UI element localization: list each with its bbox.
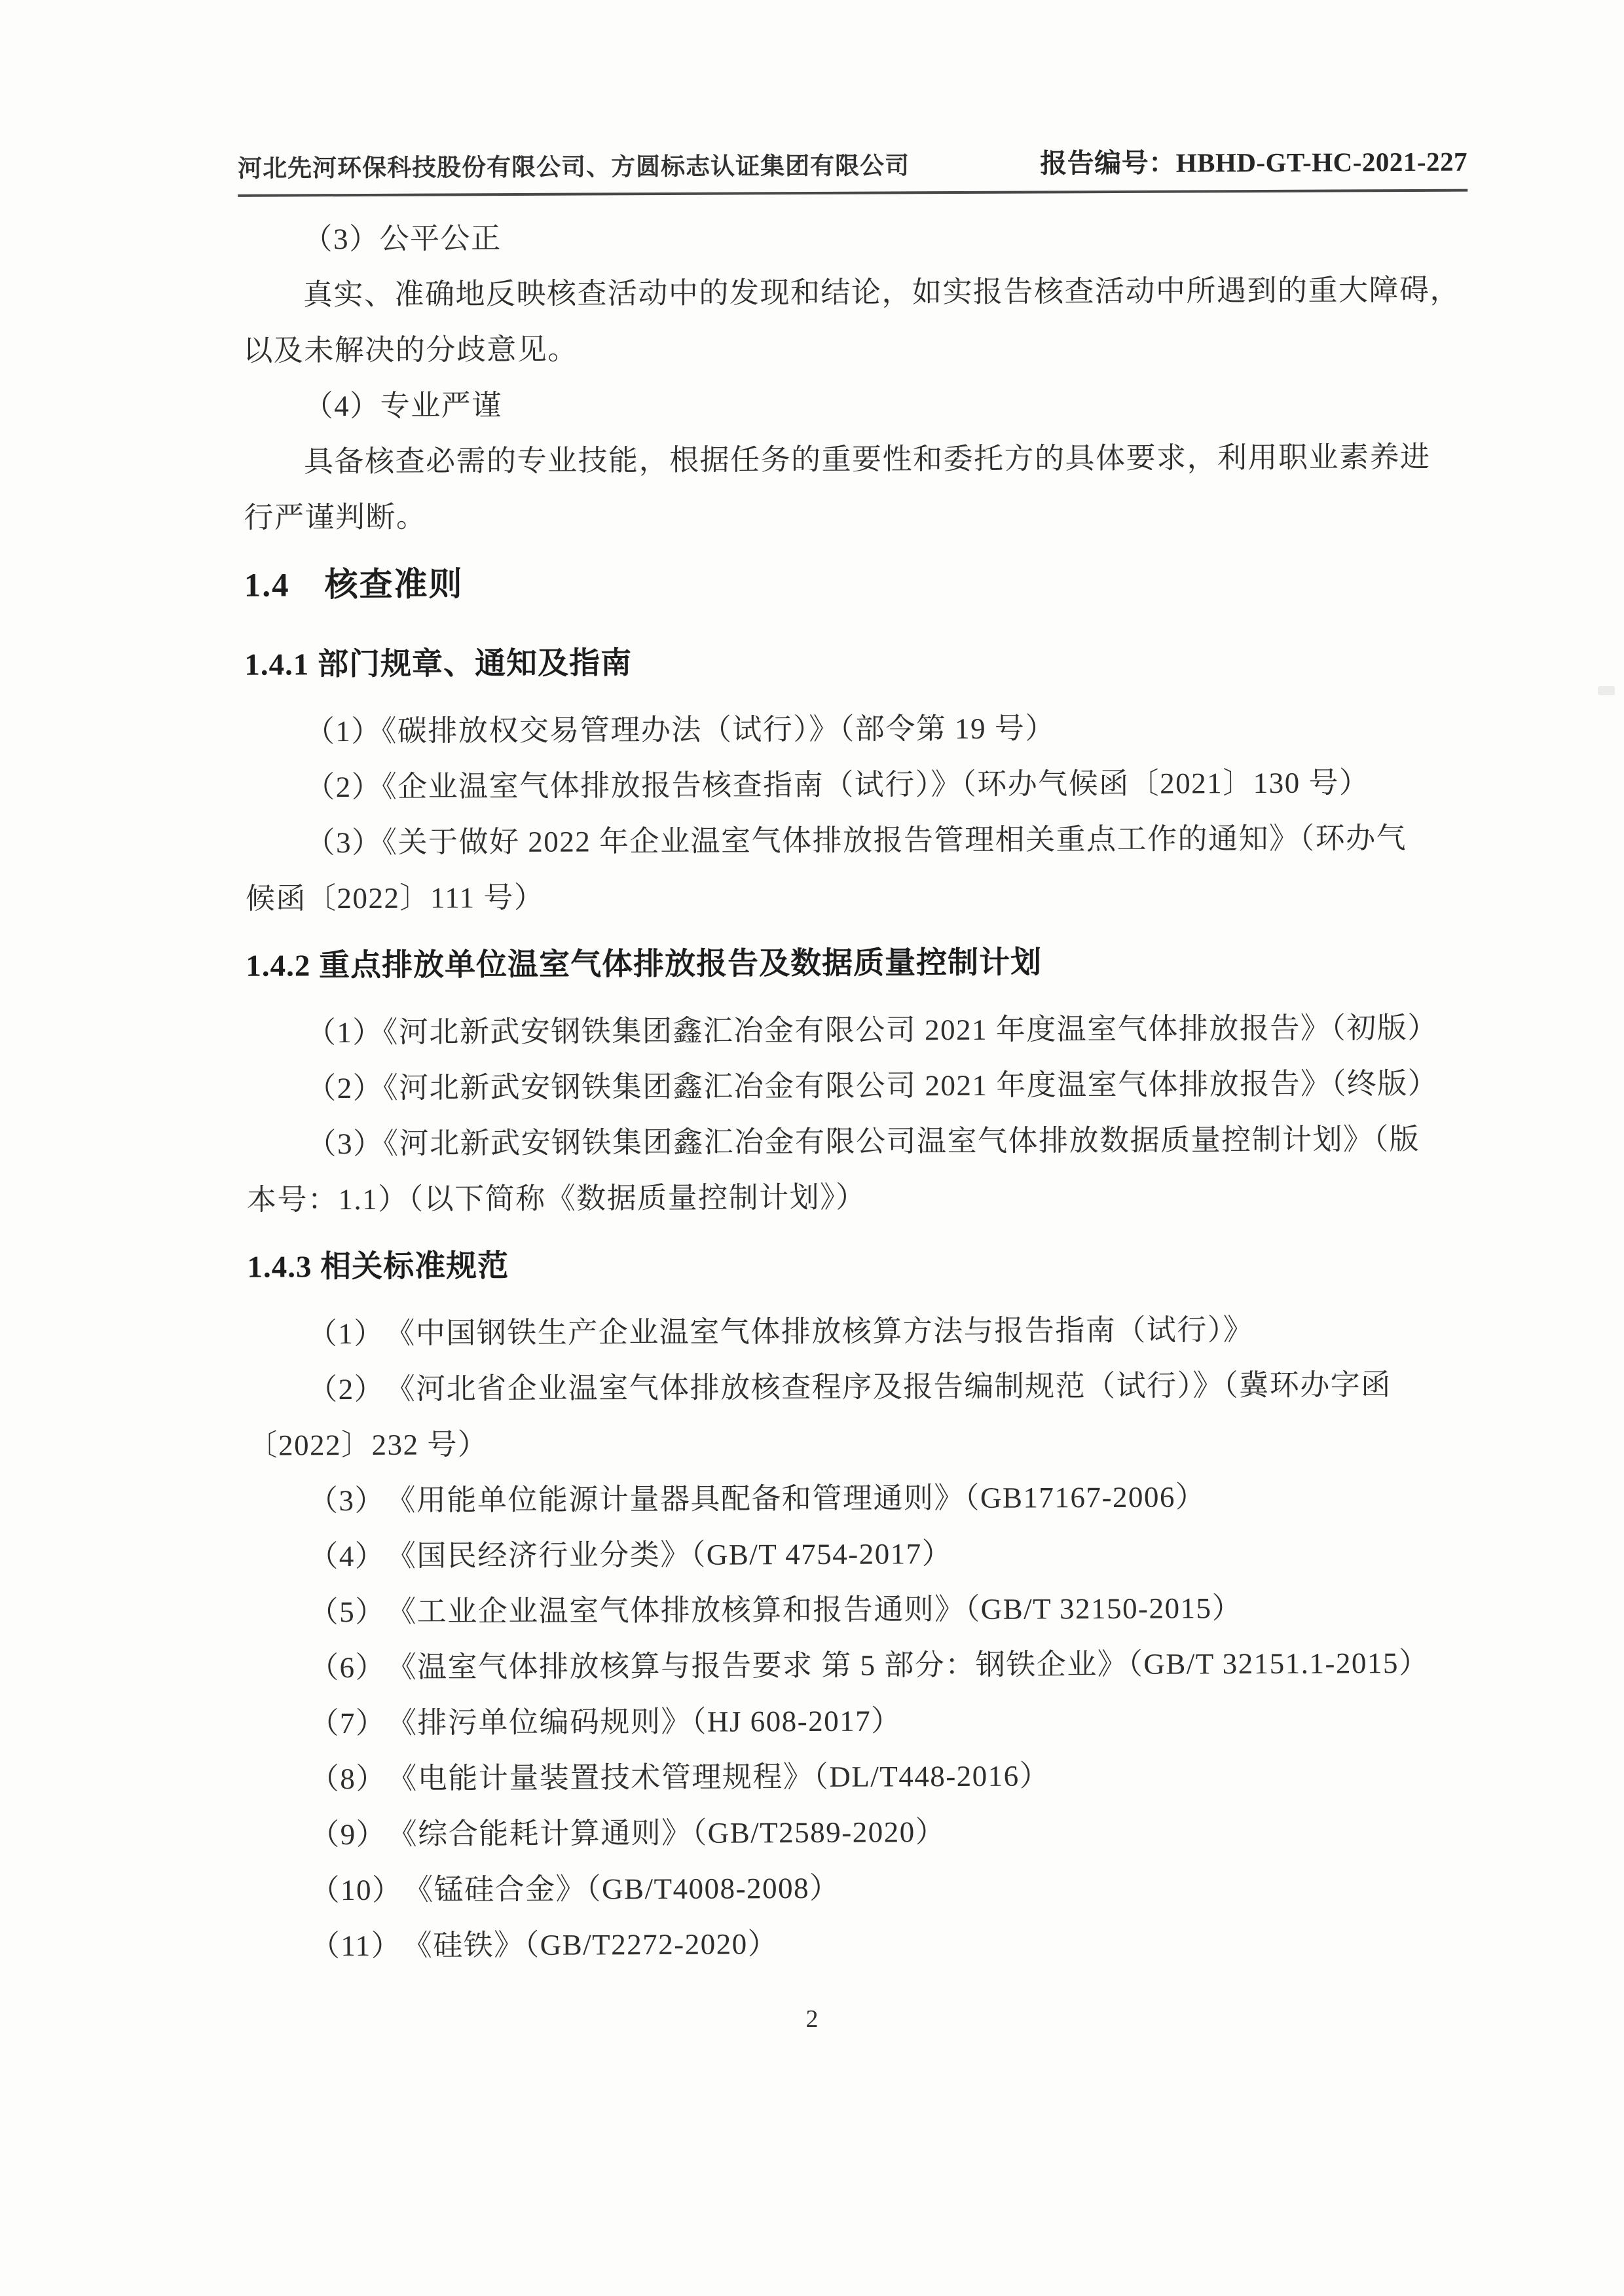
document-line: （1） 《中国钢铁生产企业温室气体排放核算方法与报告指南（试行）》: [307, 1313, 1254, 1351]
section-heading: 1.4.1 部门规章、通知及指南: [244, 646, 633, 682]
document-line: （7） 《排污单位编码规则》（HJ 608-2017）: [309, 1704, 902, 1740]
document-line: （11） 《硅铁》（GB/T2272-2020）: [310, 1927, 779, 1963]
section-heading: 1.4.2 重点排放单位温室气体排放报告及数据质量控制计划: [246, 945, 1043, 983]
document-line: （2）《河北新武安钢铁集团鑫汇冶金有限公司 2021 年度温室气体排放报告》（终版）: [306, 1066, 1439, 1105]
header-report-number: 报告编号：HBHD-GT-HC-2021-227: [1040, 146, 1468, 179]
document-line: （3）公平公正: [303, 222, 502, 256]
document-line: （8） 《电能计量装置技术管理规程》（DL/T448-2016）: [309, 1759, 1050, 1796]
page-header: [238, 140, 1467, 197]
document-line: （3） 《用能单位能源计量器具配备和管理通则》（GB17167-2006）: [308, 1480, 1206, 1518]
document-body: [242, 206, 1524, 1974]
document-line: （2）《企业温室气体排放报告核查指南（试行）》（环办气候函〔2021〕130 号）: [305, 766, 1370, 804]
section-heading: 1.4 核查准则: [244, 566, 464, 604]
document-line: （4） 《国民经济行业分类》（GB/T 4754-2017）: [308, 1537, 953, 1573]
page-number: 2: [805, 2005, 819, 2033]
document-line: （4）专业严谨: [303, 389, 502, 423]
document-line: （10） 《锰硅合金》（GB/T4008-2008）: [310, 1871, 840, 1907]
document-line: 行严谨判断。: [244, 500, 427, 534]
scan-edge-artifact: [1598, 686, 1615, 695]
document-line: 以及未解决的分歧意见。: [243, 333, 578, 367]
document-line: （9） 《综合能耗计算通则》（GB/T2589-2020）: [310, 1815, 946, 1851]
document-line: 真实、准确地反映核查活动中的发现和结论，如实报告核查活动中所遇到的重大障碍，: [303, 273, 1461, 312]
document-line: （2） 《河北省企业温室气体排放核查程序及报告编制规范（试行）》（冀环办字函: [308, 1368, 1392, 1406]
document-line: （1）《河北新武安钢铁集团鑫汇冶金有限公司 2021 年度温室气体排放报告》（初版）: [306, 1011, 1438, 1049]
document-line: （1）《碳排放权交易管理办法（试行）》（部令第 19 号）: [304, 712, 1056, 748]
document-line: 具备核查必需的专业技能，根据任务的重要性和委托方的具体要求，利用职业素养进: [303, 440, 1431, 479]
document-line: 候函〔2022〕111 号）: [245, 881, 545, 915]
header-company-names: 河北先河环保科技股份有限公司、方圆标志认证集团有限公司: [237, 153, 910, 183]
document-line: （5） 《工业企业温室气体排放核算和报告通则》（GB/T 32150-2015）: [308, 1592, 1243, 1629]
document-line: 〔2022〕232 号）: [248, 1428, 489, 1462]
document-line: （3）《河北新武安钢铁集团鑫汇冶金有限公司温室气体排放数据质量控制计划》（版: [306, 1122, 1420, 1161]
document-line: （3）《关于做好 2022 年企业温室气体排放报告管理相关重点工作的通知》（环办气: [305, 822, 1407, 860]
document-line: 本号：1.1）（以下简称《数据质量控制计划》）: [246, 1180, 866, 1216]
document-line: （6） 《温室气体排放核算与报告要求 第 5 部分：钢铁企业》（GB/T 32151.1-2015）: [308, 1646, 1430, 1685]
section-heading: 1.4.3 相关标准规范: [247, 1249, 509, 1285]
